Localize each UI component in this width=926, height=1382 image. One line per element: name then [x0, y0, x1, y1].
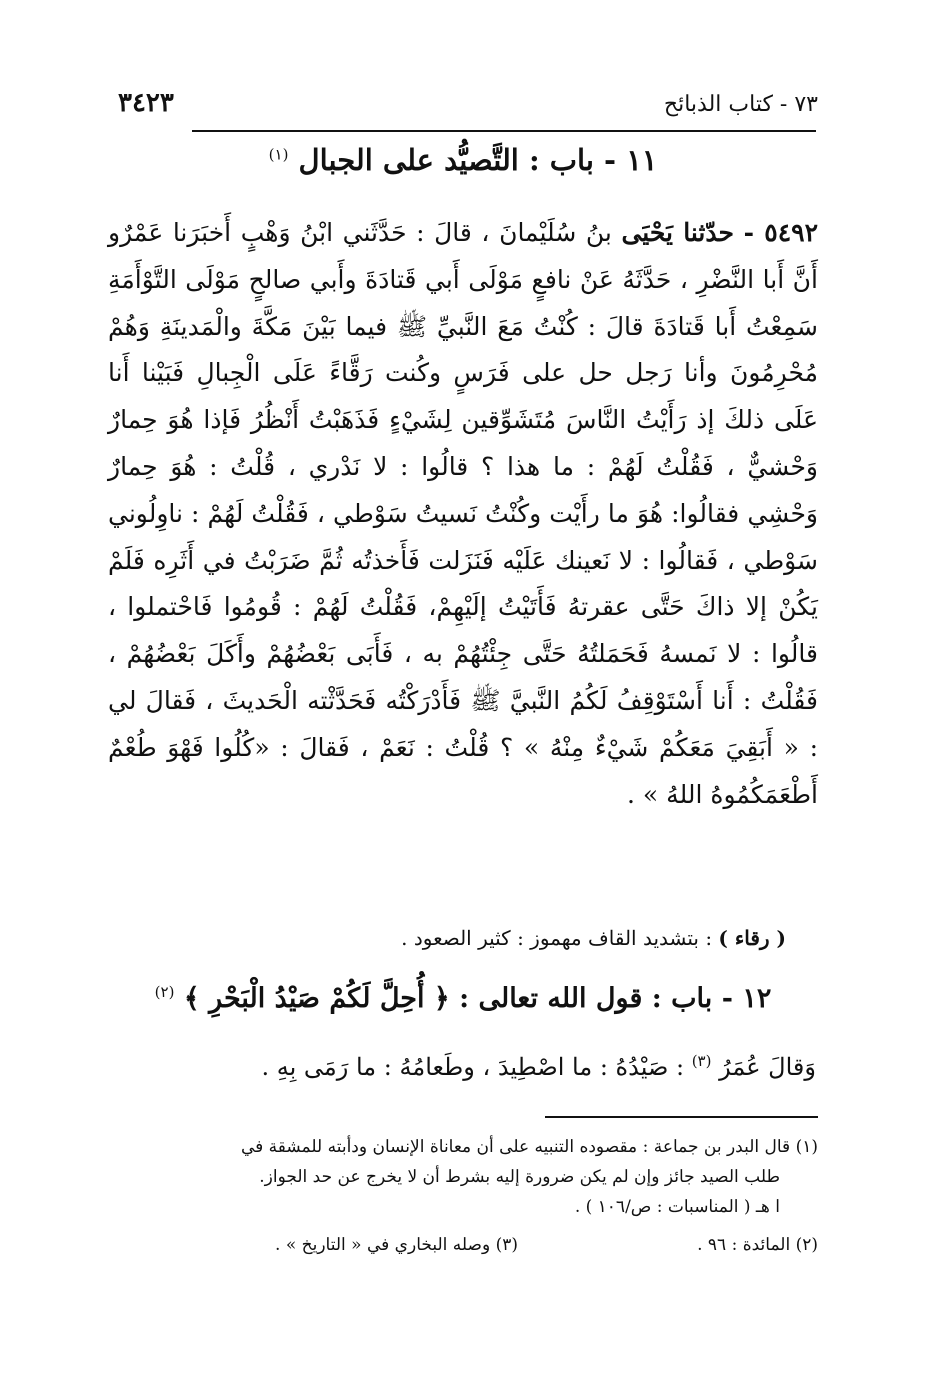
hadith-narrator: حدّثنا يَحْيَى: [621, 218, 734, 247]
hadith-5492: [108, 210, 818, 818]
footnote-3: (٣) وصله البخاري في « التاريخ » .: [275, 1235, 518, 1255]
page-header: [118, 88, 818, 128]
gloss-note: [110, 926, 786, 950]
chapter-heading-12: [110, 983, 816, 1014]
chapter-title: ١١ - باب : التَّصيُّد على الجبال: [298, 143, 658, 177]
footnote-1-line-1: (١) قال البدر بن جماعة : مقصوده التنبيه على أن معاناة الإنسان ودأبته للمشقة في: [240, 1137, 818, 1157]
hadith-text: بنُ سُلَيْمانَ ، قالَ : حَدَّثَني ابْنُ وَهْبٍ أَخبَرَنا عَمْرٌو أَنَّ أَبا النَّضْرِ ، حَدَّثَهُ عَنْ نافعٍ مَوْلَى أَبي قَتادَةَ وأَبي صالحٍ مَوْلَى التَّوْأَمَةِ سَمِعْتُ أَبا قَتادَةَ قالَ : كُنْتُ مَعَ النَّبيِّ ﷺ فيما بَيْنَ مَكَّةَ والْمَدينَةِ وَهُمْ مُحْرِمُونَ وأنا رَجل حل على فَرَسٍ وكُنت رَقَّاءً عَلَى الْجِبالِ فَبَيْنا أَنا عَلَى ذلكَ إذ رَأَيْتُ النَّاسَ مُتَشَوِّقين لِشَيْءٍ فَذَهَبْتُ أَنْظُرُ فَإذا هُوَ حِمارٌ وَحْشيٌّ ، فَقُلْتُ لَهُمْ : ما هذا ؟ قالُوا : لا نَدْري ، قُلْتُ : هُوَ حِمارٌ وَحْشِي فقالُوا: هُوَ ما رأَيْت وكُنْتُ نَسيتُ سَوْطي ، فَقُلْتُ لَهُمْ : ناوِلُوني سَوْطي ، فَقالُوا : لا نَعينك عَلَيْه فَنَزَلت فَأَخذتُه ثُمَّ ضَرَبْتُ في أَثَرِه فَلَمْ يَكُنْ إلا ذاكَ حَتَّى عقرتهُ فَأَتَيْتُ إلَيْهِمْ، فَقُلْتُ لَهُمْ : قُومُوا فَاحْتملوا ، قالُوا : لا نَمسهُ فَحَمَلتُهُ حَتَّى جِئْتُهُمْ به ، فَأَبَى بَعْضُهُمْ وأَكَلَ بَعْضُهُمْ ، فَقُلْتُ : أَنا أَسْتَوْقِفُ لَكُمُ النَّبيَّ ﷺ فَأَدْرَكْتُه فَحَدَّثْته الْحَديثَ ، فَقالَ لي : « أَبَقِيَ مَعَكُمْ شَيْءٌ مِنْهُ » ؟ قُلْتُ : نَعَمْ ، فَقالَ : «كُلُوا فَهْوَ طُعْمٌ أَطْعَمَكُمُوهُ اللهُ » .: [108, 218, 818, 809]
footnote-1-line-3: ا هـ ( المناسبات : ص/١٠٦ ) .: [574, 1197, 780, 1217]
footnote-ref-1: (١): [268, 145, 289, 164]
footnotes: [108, 1132, 818, 1260]
running-title: ٧٣ - كتاب الذبائح: [663, 92, 818, 117]
footnote-rule: [545, 1116, 818, 1118]
footnote-2: (٢) المائدة : ٩٦ .: [697, 1235, 818, 1255]
footnote-ref-2: (٢): [154, 983, 175, 1001]
gloss-definition: : بتشديد القاف مهموز : كثير الصعود .: [401, 926, 713, 950]
umar-lead: وَقالَ عُمَرُ: [719, 1053, 816, 1081]
hadith-number: ٥٤٩٢ -: [743, 218, 818, 247]
footnote-1-line-2: طلب الصيد جائز وإن لم يكن ضرورة إليه بشرط أن لا يخرج عن حد الجواز.: [259, 1167, 780, 1187]
umar-rest: : صَيْدُهُ : ما اصْطِيدَ ، وطَعامُهُ : ما رَمَى بِهِ .: [261, 1053, 685, 1081]
page-number: ٣٤٢٣: [118, 88, 174, 118]
gloss-term: ( رقاء ): [718, 926, 786, 950]
umar-statement: [110, 1052, 816, 1081]
footnote-ref-3: (٣): [691, 1052, 712, 1070]
header-rule: [192, 130, 816, 132]
chapter-heading-11: [110, 143, 816, 177]
chapter-title: ١٢ - باب : قول الله تعالى : ﴿ أُحِلَّ لَكُمْ صَيْدُ الْبَحْرِ ﴾: [183, 983, 772, 1014]
footnote-row: [108, 1230, 818, 1260]
